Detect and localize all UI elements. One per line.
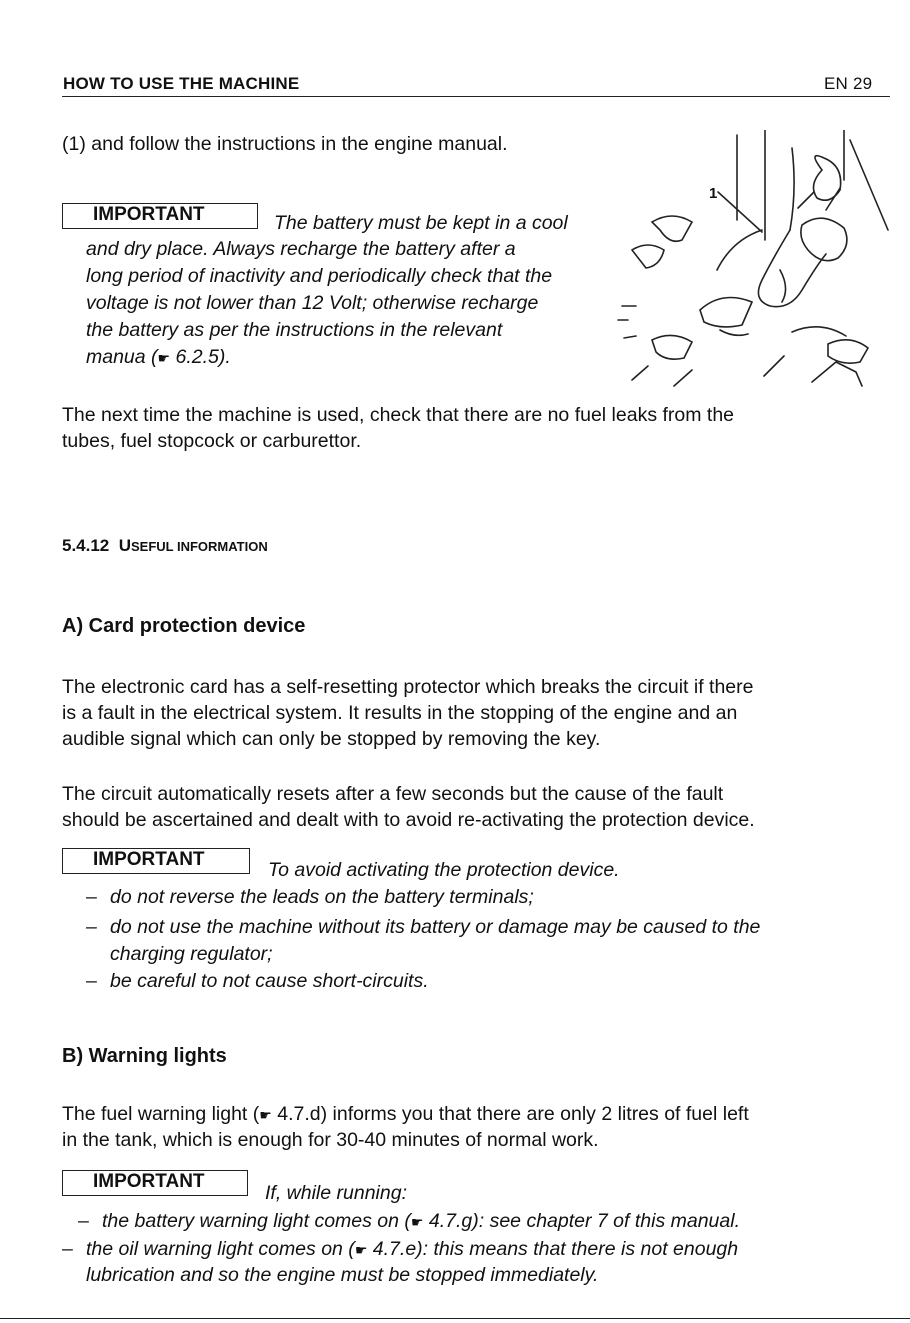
bullet-dash: – <box>86 970 97 992</box>
figure-callout: 1 <box>709 185 718 202</box>
pointing-hand-icon: ☛ <box>259 1107 272 1123</box>
note-lead: The battery must be kept in a cool <box>274 212 568 234</box>
note-item: do not use the machine without its battery or damage may be caused to the <box>110 916 761 938</box>
pointing-hand-icon: ☛ <box>157 350 171 366</box>
bullet-dash: – <box>62 1238 73 1260</box>
body-text-part: 4.7.d) informs you that there are only 2 litres of fuel left <box>271 1103 749 1125</box>
note-item: do not reverse the leads on the battery terminals; <box>110 886 534 908</box>
body-text: should be ascertained and dealt with to avoid re-activating the protection device. <box>62 809 755 831</box>
note-item <box>86 1236 738 1264</box>
note-item: be careful to not cause short-circuits. <box>110 970 429 992</box>
note-text: manua ( <box>86 346 158 368</box>
note-lead: To avoid activating the protection device. <box>268 859 620 881</box>
note-lead: If, while running: <box>265 1182 407 1204</box>
note-text: the battery warning light comes on ( <box>102 1210 411 1232</box>
body-text: The next time the machine is used, check that there are no fuel leaks from the <box>62 404 735 426</box>
body-text <box>62 1101 749 1129</box>
note-text: the oil warning light comes on ( <box>86 1238 355 1260</box>
note-item <box>102 1208 740 1236</box>
bullet-dash: – <box>78 1210 89 1232</box>
subsection-title: B) Warning lights <box>62 1045 227 1067</box>
section-title-initial: U <box>118 536 131 555</box>
note-line: and dry place. Always recharge the battery after a <box>86 238 516 260</box>
note-text: 4.7.g): see chapter 7 of this manual. <box>423 1210 740 1232</box>
body-text-part: The fuel warning light ( <box>62 1103 260 1125</box>
body-text: audible signal which can only be stopped by removing the key. <box>62 728 601 750</box>
note-line-last <box>86 344 231 372</box>
note-line: the battery as per the instructions in the relevant <box>86 319 503 341</box>
intro-text: (1) and follow the instructions in the engine manual. <box>62 133 508 155</box>
engine-fuel-line-illustration <box>612 130 902 390</box>
note-item: lubrication and so the engine must be stopped immediately. <box>86 1264 599 1286</box>
section-title: SEFUL INFORMATION <box>131 539 268 554</box>
important-label: IMPORTANT <box>62 848 250 874</box>
page-bottom-edge <box>0 1318 910 1319</box>
pointing-hand-icon: ☛ <box>354 1242 368 1258</box>
important-label: IMPORTANT <box>62 1170 248 1196</box>
body-text: in the tank, which is enough for 30-40 minutes of normal work. <box>62 1129 599 1151</box>
body-text: tubes, fuel stopcock or carburettor. <box>62 430 362 452</box>
pointing-hand-icon: ☛ <box>410 1214 424 1230</box>
reference: 6.2.5). <box>175 346 231 368</box>
body-text: The electronic card has a self-resetting protector which breaks the circuit if there <box>62 676 754 698</box>
note-item: charging regulator; <box>110 943 273 965</box>
page-number: EN 29 <box>824 74 873 93</box>
header-rule <box>62 96 890 97</box>
important-label: IMPORTANT <box>62 203 258 229</box>
note-line: long period of inactivity and periodically check that the <box>86 265 553 287</box>
note-text: 4.7.e): this means that there is not enough <box>367 1238 739 1260</box>
body-text: is a fault in the electrical system. It results in the stopping of the engine and an <box>62 702 738 724</box>
subsection-title: A) Card protection device <box>62 615 306 637</box>
section-heading <box>62 536 268 556</box>
section-number: 5.4.12 <box>62 536 110 555</box>
running-header: HOW TO USE THE MACHINE <box>63 74 300 93</box>
body-text: The circuit automatically resets after a few seconds but the cause of the fault <box>62 783 724 805</box>
bullet-dash: – <box>86 916 97 938</box>
note-line: voltage is not lower than 12 Volt; otherwise recharge <box>86 292 539 314</box>
bullet-dash: – <box>86 886 97 908</box>
